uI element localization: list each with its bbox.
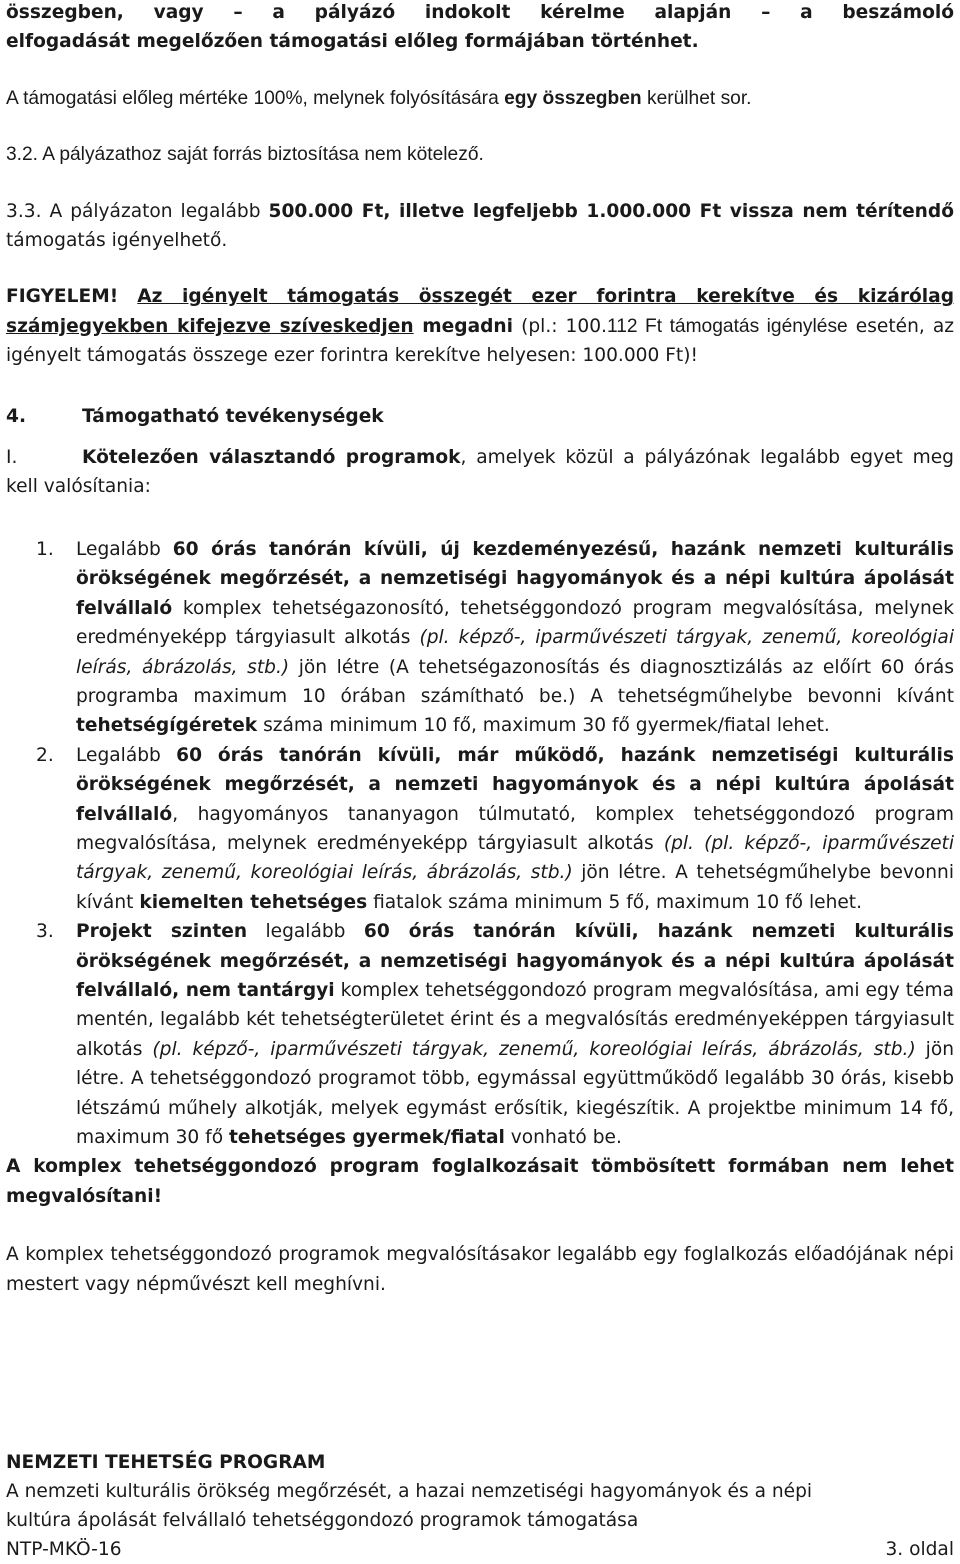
- payment-line-2: elfogadását megelőzően támogatási előleg formájában történhet.: [6, 31, 699, 53]
- section-3-2: 3.2. A pályázathoz saját forrás biztosítása nem kötelező.: [6, 144, 484, 166]
- document-code: NTP-MKÖ-16: [6, 1539, 122, 1560]
- program-item-2: 2. Legalább 60 órás tanórán kívüli, már működő, hazánk nemzetiségi kulturális örökségének megőrzését, a nemzeti hagyományok és a népi kultúra ápolását felvállaló, hagyományos tananyagon túlmutató, komplex tehetséggondozó program megvalósítása, melynek eredményeképp tárgyiasult alkotás (pl. (pl. képző-, iparművészeti tárgyak, zenemű, koreológiai leírás, ábrázolás, stb.) jön létre. A tehetségműhelybe bevonni kívánt kiemelten tehetséges fiatalok száma minimum 5 fő, maximum 10 fő lehet.: [36, 744, 954, 913]
- section-3-3: 3.3. A pályázaton legalább 500.000 Ft, illetve legfeljebb 1.000.000 Ft vissza nem térítendő támogatás igényelhető.: [6, 200, 954, 252]
- page-footer: [6, 1448, 954, 1564]
- mandatory-intro: I. Kötelezően választandó programok, amelyek közül a pályázónak legalább egyet meg kell valósítania:: [6, 447, 954, 498]
- notice-paragraph: FIGYELEM! Az igényelt támogatás összegét ezer forintra kerekítve és kizárólag számjegyekben kifejezve szíveskedjen megadni (pl.: 100.112 Ft támogatás igénylése esetén, az igényelt támogatás összege ezer forintra kerekítve helyesen: 100.000 Ft)!: [6, 286, 955, 367]
- footer-meta: [6, 1535, 954, 1564]
- closing-paragraph: A komplex tehetséggondozó programok megvalósításakor legalább egy foglalkozás előadójának népi mestert vagy népművészt kell meghívni.: [6, 1244, 954, 1295]
- footer-line-2: A nemzeti kulturális örökség megőrzését, a hazai nemzetiségi hagyományok és a népi: [6, 1481, 813, 1502]
- footer-line-3: kultúra ápolását felvállaló tehetséggondozó programok támogatása: [6, 1510, 639, 1531]
- program-item-3: 3. Projekt szinten legalább 60 órás tanórán kívüli, hazánk nemzeti kulturális örökségének megőrzését, a nemzetiségi hagyományok és a népi kultúra ápolását felvállaló, nem tantárgyi komplex tehetséggondozó program megvalósítása, ami egy téma mentén, legalább két tehetségterületet érint és a megvalósítás eredményeképpen tárgyiasult alkotás (pl. képző-, iparművészeti tárgyak, zenemű, koreológiai leírás, ábrázolás, stb.) jön létre. A tehetséggondozó programot több, egymással együttműködő legalább 30 órás, kisebb létszámú műhely alkotják, melyek egymást erősítik, kiegészítik. A projektbe minimum 14 fő, maximum 30 fő tehetséges gyermek/fiatal vonható be.: [36, 921, 954, 1148]
- section-title: Támogatható tevékenységek: [82, 405, 384, 427]
- block-format-warning: A komplex tehetséggondozó program foglalkozásait tömbösített formában nem lehet megvalósítani!: [6, 1156, 954, 1207]
- footer-program-name: NEMZETI TEHETSÉG PROGRAM: [6, 1452, 326, 1473]
- section-4-heading: 4. Támogatható tevékenységek: [6, 405, 384, 427]
- program-item-1: 1. Legalább 60 órás tanórán kívüli, új kezdeményezésű, hazánk nemzeti kulturális örökségének megőrzését, a nemzetiségi hagyományok és a népi kultúra ápolását felvállaló komplex tehetségazonosító, tehetséggondozó program megvalósítása, melynek eredményeképp tárgyiasult alkotás (pl. képző-, iparművészeti tárgyak, zenemű, koreológiai leírás, ábrázolás, stb.) jön létre (A tehetségazonosítás és diagnosztizálás az előírt 60 órás programba maximum 10 órában számítható be.) A tehetségműhelybe bevonni kívánt tehetségígéretek száma minimum 10 fő, maximum 30 fő gyermek/fiatal lehet.: [36, 538, 955, 737]
- notice-label: FIGYELEM!: [6, 286, 119, 308]
- page-number: 3. oldal: [885, 1539, 954, 1560]
- advance-paragraph: A támogatási előleg mértéke 100%, melynek folyósítására egy összegben kerülhet sor.: [6, 87, 752, 109]
- payment-line-1: összegben, vagy – a pályázó indokolt kérelme alapján – a beszámoló: [6, 2, 954, 23]
- document-page: [6, 0, 954, 1299]
